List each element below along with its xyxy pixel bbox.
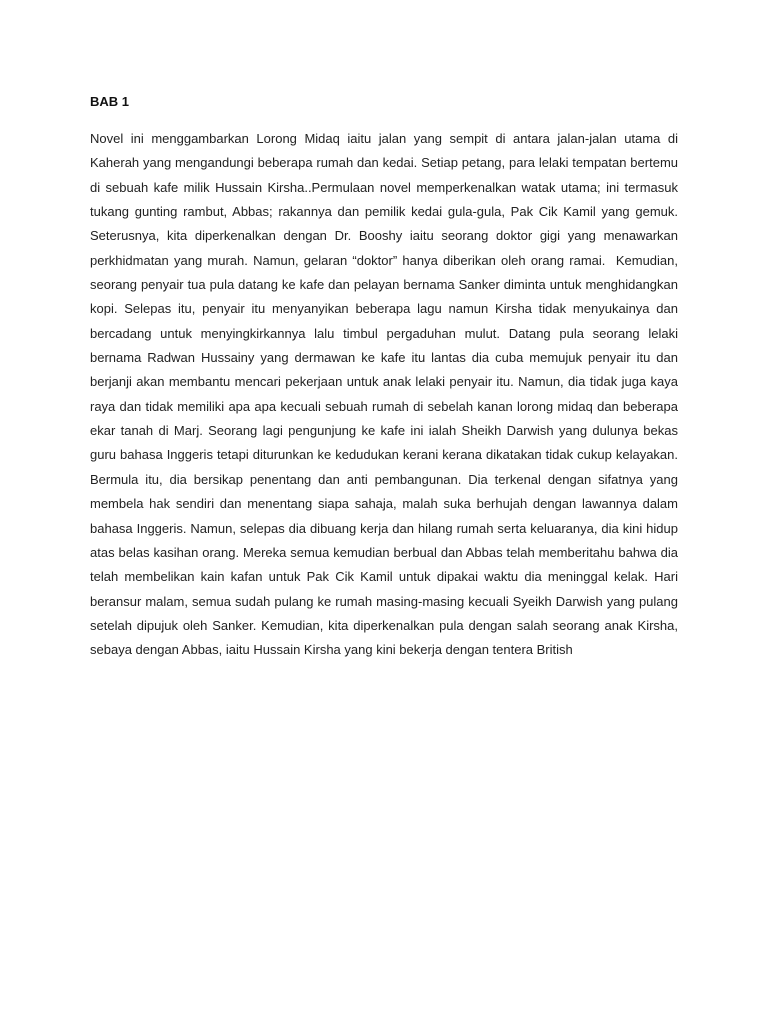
chapter-heading: BAB 1 [90, 94, 130, 109]
body-paragraph: Novel ini menggambarkan Lorong Midaq iaitu jalan yang sempit di antara jalan-jalan utama di Kaherah yang mengandungi beberapa rumah dan kedai. Setiap petang, para lelaki tempatan bertemu di sebuah kafe milik Hussain Kirsha..Permulaan novel memperkenalkan watak utama; ini termasuk tukang gunting rambut, Abbas; rakannya dan pemilik kedai gula-gula, Pak Cik Kamil yang gemuk. Seterusnya, kita diperkenalkan dengan Dr. Booshy iaitu seorang doktor gigi yang menawarkan perkhidmatan yang murah. Namun, gelaran “doktor” hanya diberikan oleh orang ramai. Kemudian, seorang penyair tua pula datang ke kafe dan pelayan bernama Sanker diminta untuk menghidangkan kopi. Selepas itu, penyair itu menyanyikan beberapa lagu namun Kirsha tidak menyukainya dan bercadang untuk menyingkirkannya lalu timbul pergaduhan mulut. Datang pula seorang lelaki bernama Radwan Hussainy yang dermawan ke kafe itu lantas dia cuba memujuk penyair itu dan berjanji akan membantu mencari pekerjaan untuk anak lelaki penyair itu. Namun, dia tidak juga kaya raya dan tidak memiliki apa apa kecuali sebuah rumah di sebelah kanan lorong midaq dan beberapa ekar tanah di Marj. Seorang lagi pengunjung ke kafe ini ialah Sheikh Darwish yang dulunya bekas guru bahasa Inggeris tetapi diturunkan ke kedudukan kerani kerana dikatakan tidak cukup kelayakan. Bermula itu, dia bersikap penentang dan anti pembangunan. Dia terkenal dengan sifatnya yang membela hak sendiri dan menentang siapa sahaja, malah suka berhujah dengan lawannya dalam bahasa Inggeris. Namun, selepas dia dibuang kerja dan hilang rumah serta keluaranya, dia kini hidup atas belas kasihan orang. Mereka semua kemudian berbual dan Abbas telah memberitahu bahwa dia telah membelikan kain kafan untuk Pak Cik Kamil untuk dipakai waktu dia meninggal kelak. Hari beransur malam, semua sudah pulang ke rumah masing-masing kecuali Syeikh Darwish yang pulang setelah dipujuk oleh Sanker. Kemudian, kita diperkenalkan pula dengan salah seorang anak Kirsha, sebaya dengan Abbas, iaitu Hussain Kirsha yang kini bekerja dengan tentera British [90, 131, 686, 658]
